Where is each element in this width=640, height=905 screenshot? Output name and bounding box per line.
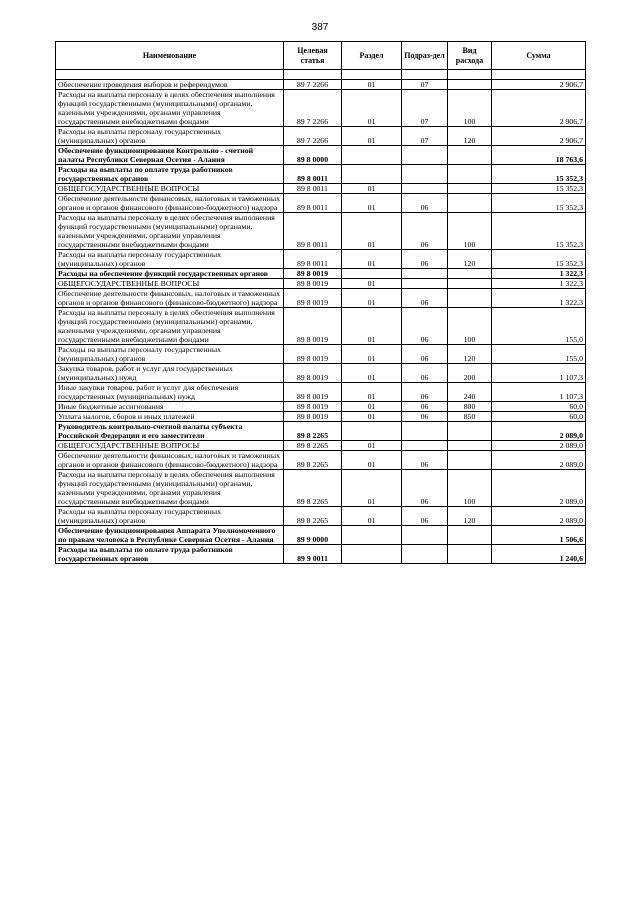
- row-amount: 15 352,3: [492, 165, 586, 184]
- row-target-article: 89 8 0000: [284, 146, 342, 165]
- row-subsection: 06: [402, 412, 448, 422]
- row-subsection: 06: [402, 345, 448, 364]
- row-name: ОБЩЕГОСУДАРСТВЕННЫЕ ВОПРОСЫ: [56, 184, 284, 194]
- row-section: 01: [342, 441, 402, 451]
- row-expense-type: [448, 422, 492, 441]
- row-section: [342, 545, 402, 564]
- row-subsection: 06: [402, 383, 448, 402]
- table-row: [56, 402, 586, 412]
- row-amount: 2 089,0: [492, 507, 586, 526]
- row-name: Расходы на выплаты персоналу государственных (муниципальных) органов: [56, 250, 284, 269]
- row-amount: 155,0: [492, 345, 586, 364]
- row-target-article: 89 8 2265: [284, 441, 342, 451]
- row-subsection: [402, 269, 448, 279]
- row-name: Расходы на обеспечение функций государственных органов: [56, 269, 284, 279]
- table-row: [56, 308, 586, 345]
- table-row: [56, 383, 586, 402]
- row-name: Расходы на выплаты персоналу в целях обеспечения выполнения функций государственными (муниципальными) органами, казенными учреждениями, органами управления государственными внебюджетными фондами: [56, 470, 284, 507]
- row-expense-type: [448, 184, 492, 194]
- row-expense-type: [448, 165, 492, 184]
- row-target-article: 89 8 0011: [284, 213, 342, 250]
- row-amount: 18 763,6: [492, 146, 586, 165]
- header-target-article: Целевая статья: [284, 42, 342, 70]
- row-expense-type: [448, 279, 492, 289]
- row-subsection: 06: [402, 451, 448, 470]
- table-row: [56, 184, 586, 194]
- row-target-article: 89 9 0011: [284, 545, 342, 564]
- row-target-article: 89 7 2266: [284, 90, 342, 127]
- row-section: [342, 422, 402, 441]
- table-row: [56, 364, 586, 383]
- row-target-article: 89 8 0019: [284, 412, 342, 422]
- row-subsection: 06: [402, 250, 448, 269]
- row-name: ОБЩЕГОСУДАРСТВЕННЫЕ ВОПРОСЫ: [56, 279, 284, 289]
- row-section: 01: [342, 250, 402, 269]
- row-target-article: 89 8 2265: [284, 422, 342, 441]
- page-number: 387: [311, 22, 329, 33]
- row-name: Обеспечение функционирования Контрольно - счетной палаты Республики Северная Осетия - Алания: [56, 146, 284, 165]
- row-name: Обеспечение проведения выборов и референдумов: [56, 80, 284, 90]
- row-expense-type: 800: [448, 402, 492, 412]
- row-target-article: 89 8 0019: [284, 289, 342, 308]
- row-name: Расходы на выплаты персоналу государственных (муниципальных) органов: [56, 507, 284, 526]
- header-subsection: Подраз-дел: [402, 42, 448, 70]
- table-row: [56, 250, 586, 269]
- row-target-article: 89 7 2266: [284, 80, 342, 90]
- row-subsection: [402, 165, 448, 184]
- row-name: Обеспечение деятельности финансовых, налоговых и таможенных органов и органов финансового (финансово-бюджетного) надзора: [56, 289, 284, 308]
- table-row: [56, 289, 586, 308]
- row-target-article: 89 8 0019: [284, 308, 342, 345]
- row-amount: 2 089,0: [492, 441, 586, 451]
- table-row: [56, 146, 586, 165]
- row-target-article: 89 7 2266: [284, 127, 342, 146]
- header-amount: Сумма: [492, 42, 586, 70]
- row-subsection: 07: [402, 90, 448, 127]
- table-row: [56, 526, 586, 545]
- row-amount: 15 352,3: [492, 250, 586, 269]
- row-section: 01: [342, 194, 402, 213]
- row-section: 01: [342, 470, 402, 507]
- row-section: 01: [342, 127, 402, 146]
- row-amount: 155,0: [492, 308, 586, 345]
- table-row: [56, 412, 586, 422]
- row-amount: 15 352,3: [492, 194, 586, 213]
- table-row: [56, 345, 586, 364]
- row-expense-type: 100: [448, 213, 492, 250]
- table-row: [56, 213, 586, 250]
- table-row: [56, 80, 586, 90]
- row-target-article: 89 8 0011: [284, 250, 342, 269]
- header-name: Наименование: [56, 42, 284, 70]
- header-section: Раздел: [342, 42, 402, 70]
- row-amount: 2 906,7: [492, 90, 586, 127]
- row-expense-type: [448, 80, 492, 90]
- table-header: [56, 42, 586, 70]
- row-section: 01: [342, 507, 402, 526]
- row-amount: 60,0: [492, 412, 586, 422]
- row-target-article: 89 8 0019: [284, 279, 342, 289]
- table-row: [56, 507, 586, 526]
- row-expense-type: 850: [448, 412, 492, 422]
- row-subsection: 06: [402, 507, 448, 526]
- row-section: 01: [342, 451, 402, 470]
- row-subsection: 06: [402, 308, 448, 345]
- table-row: [56, 194, 586, 213]
- row-section: 01: [342, 308, 402, 345]
- row-name: Расходы на выплаты персоналу государственных (муниципальных) органов: [56, 345, 284, 364]
- row-section: [342, 526, 402, 545]
- row-subsection: 07: [402, 127, 448, 146]
- row-amount: 15 352,3: [492, 184, 586, 194]
- row-subsection: [402, 422, 448, 441]
- row-section: 01: [342, 289, 402, 308]
- row-amount: 2 089,0: [492, 422, 586, 441]
- row-name: Обеспечение деятельности финансовых, налоговых и таможенных органов и органов финансового (финансово-бюджетного) надзора: [56, 194, 284, 213]
- row-subsection: [402, 184, 448, 194]
- row-expense-type: 120: [448, 345, 492, 364]
- row-expense-type: 100: [448, 90, 492, 127]
- row-section: 01: [342, 279, 402, 289]
- row-section: 01: [342, 90, 402, 127]
- row-amount: 1 107,3: [492, 364, 586, 383]
- row-amount: 60,0: [492, 402, 586, 412]
- table-row: [56, 127, 586, 146]
- row-subsection: 06: [402, 402, 448, 412]
- row-expense-type: [448, 194, 492, 213]
- row-target-article: 89 9 0000: [284, 526, 342, 545]
- row-target-article: 89 8 2265: [284, 507, 342, 526]
- row-target-article: 89 8 0019: [284, 383, 342, 402]
- row-amount: 1 322,3: [492, 269, 586, 279]
- row-subsection: 06: [402, 470, 448, 507]
- row-expense-type: [448, 526, 492, 545]
- table-row: [56, 279, 586, 289]
- row-expense-type: [448, 146, 492, 165]
- row-amount: 2 906,7: [492, 127, 586, 146]
- row-expense-type: 120: [448, 127, 492, 146]
- table-row: [56, 269, 586, 279]
- row-section: 01: [342, 402, 402, 412]
- row-name: Расходы на выплаты персоналу в целях обеспечения выполнения функций государственными (муниципальными) органами, казенными учреждениями, органами управления государственными внебюджетными фондами: [56, 308, 284, 345]
- row-section: [342, 269, 402, 279]
- row-expense-type: 120: [448, 250, 492, 269]
- row-name: Руководитель контрольно-счетной палаты субъекта Российской Федерации и его заместители: [56, 422, 284, 441]
- row-section: [342, 146, 402, 165]
- row-amount: 2 089,0: [492, 470, 586, 507]
- row-subsection: [402, 526, 448, 545]
- row-target-article: 89 8 0019: [284, 345, 342, 364]
- table-row: [56, 165, 586, 184]
- row-name: Расходы на выплаты по оплате труда работников государственных органов: [56, 165, 284, 184]
- table-row: [56, 422, 586, 441]
- row-amount: 1 322,3: [492, 279, 586, 289]
- row-expense-type: 240: [448, 383, 492, 402]
- budget-table: [55, 41, 586, 564]
- row-name: Иные закупки товаров, работ и услуг для обеспечения государственных (муниципальных) нужд: [56, 383, 284, 402]
- row-subsection: 06: [402, 194, 448, 213]
- row-amount: 2 906,7: [492, 80, 586, 90]
- row-name: Расходы на выплаты по оплате труда работников государственных органов: [56, 545, 284, 564]
- row-section: 01: [342, 412, 402, 422]
- row-name: Расходы на выплаты персоналу в целях обеспечения выполнения функций государственными (муниципальными) органами, казенными учреждениями, органами управления государственными внебюджетными фондами: [56, 213, 284, 250]
- row-section: 01: [342, 80, 402, 90]
- row-subsection: 07: [402, 80, 448, 90]
- table-row: [56, 470, 586, 507]
- row-section: 01: [342, 184, 402, 194]
- row-subsection: [402, 279, 448, 289]
- row-target-article: 89 8 2265: [284, 451, 342, 470]
- row-subsection: [402, 545, 448, 564]
- row-name: Расходы на выплаты персоналу в целях обеспечения выполнения функций государственными (муниципальными) органами, казенными учреждениями, органами управления государственными внебюджетными фондами: [56, 90, 284, 127]
- row-target-article: 89 8 0011: [284, 194, 342, 213]
- row-subsection: 06: [402, 364, 448, 383]
- row-subsection: 06: [402, 289, 448, 308]
- row-expense-type: [448, 269, 492, 279]
- row-expense-type: [448, 289, 492, 308]
- table-body: [56, 70, 586, 564]
- header-gap-row: [56, 70, 586, 80]
- row-name: Уплата налогов, сборов и иных платежей: [56, 412, 284, 422]
- row-target-article: 89 8 0019: [284, 364, 342, 383]
- row-section: 01: [342, 383, 402, 402]
- row-expense-type: [448, 545, 492, 564]
- table-row: [56, 545, 586, 564]
- row-amount: 2 089,0: [492, 451, 586, 470]
- row-expense-type: [448, 451, 492, 470]
- row-name: Расходы на выплаты персоналу государственных (муниципальных) органов: [56, 127, 284, 146]
- row-target-article: 89 8 0011: [284, 184, 342, 194]
- table-row: [56, 90, 586, 127]
- row-target-article: 89 8 0019: [284, 402, 342, 412]
- row-expense-type: 120: [448, 507, 492, 526]
- row-expense-type: [448, 441, 492, 451]
- row-section: 01: [342, 364, 402, 383]
- row-expense-type: 100: [448, 470, 492, 507]
- row-target-article: 89 8 0011: [284, 165, 342, 184]
- row-amount: 1 107,3: [492, 383, 586, 402]
- row-expense-type: 100: [448, 308, 492, 345]
- row-name: Иные бюджетные ассигнования: [56, 402, 284, 412]
- row-target-article: 89 8 0019: [284, 269, 342, 279]
- row-name: Обеспечение функционирования Аппарата Уполномоченного по правам человека в Республике Северная Осетия - Алания: [56, 526, 284, 545]
- row-section: 01: [342, 345, 402, 364]
- table-row: [56, 451, 586, 470]
- header-expense-type: Вид расхода: [448, 42, 492, 70]
- row-name: Обеспечение деятельности финансовых, налоговых и таможенных органов и органов финансового (финансово-бюджетного) надзора: [56, 451, 284, 470]
- row-amount: 1 322,3: [492, 289, 586, 308]
- row-expense-type: 200: [448, 364, 492, 383]
- row-amount: 1 240,6: [492, 545, 586, 564]
- row-subsection: [402, 146, 448, 165]
- row-subsection: 06: [402, 213, 448, 250]
- row-section: 01: [342, 213, 402, 250]
- row-amount: 1 506,6: [492, 526, 586, 545]
- row-name: ОБЩЕГОСУДАРСТВЕННЫЕ ВОПРОСЫ: [56, 441, 284, 451]
- row-target-article: 89 8 2265: [284, 470, 342, 507]
- row-subsection: [402, 441, 448, 451]
- row-section: [342, 165, 402, 184]
- row-amount: 15 352,3: [492, 213, 586, 250]
- table-row: [56, 441, 586, 451]
- row-name: Закупка товаров, работ и услуг для государственных (муниципальных) нужд: [56, 364, 284, 383]
